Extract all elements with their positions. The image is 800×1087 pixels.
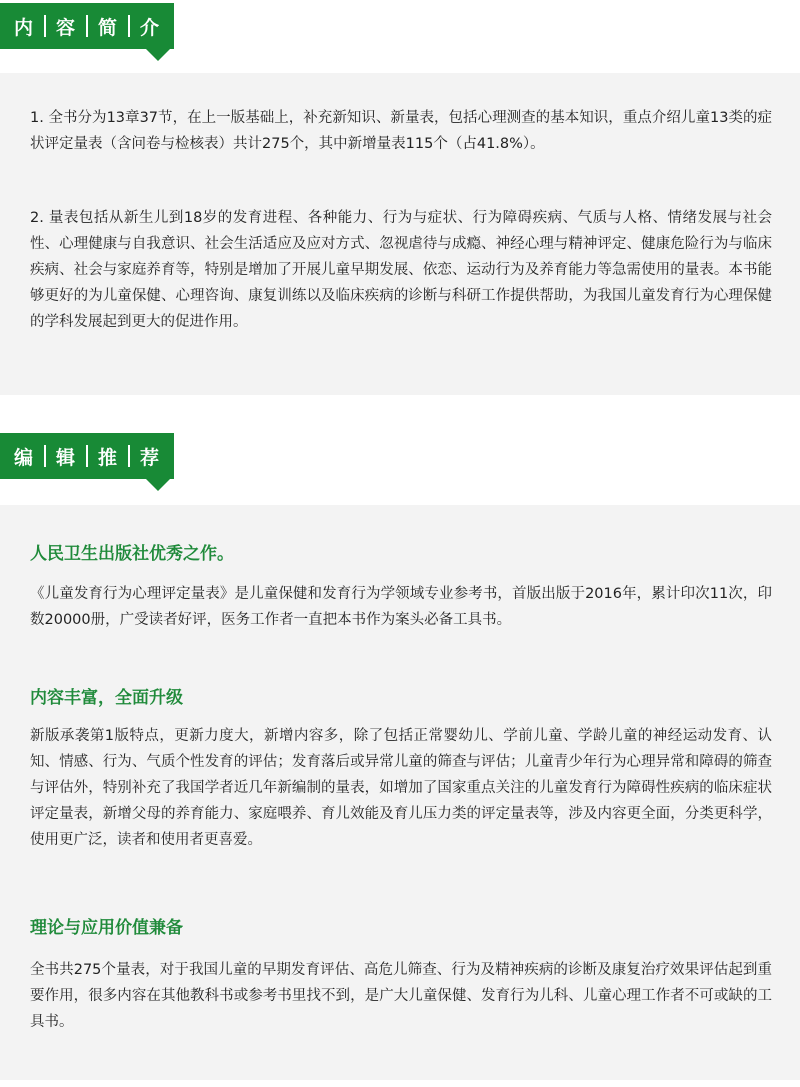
intro-panel bbox=[0, 73, 800, 395]
tag-divider bbox=[86, 15, 88, 37]
tag-char: 容 bbox=[56, 16, 77, 39]
recommend-text-3: 全书共275个量表，对于我国儿童的早期发育评估、高危儿筛查、行为及精神疾病的诊断及康复治疗效果评估起到重要作用，很多内容在其他教科书或参考书里找不到，是广大儿童保健、发育行为儿科、儿童心理工作者不可或缺的工具书。 bbox=[30, 962, 772, 1030]
recommend-heading-3: 理论与应用价值兼备 bbox=[30, 918, 183, 938]
tag-char: 介 bbox=[140, 16, 161, 39]
tag-divider bbox=[128, 15, 130, 37]
tag-divider bbox=[128, 445, 130, 467]
tag-divider bbox=[44, 15, 46, 37]
tag-char: 推 bbox=[98, 446, 119, 469]
recommend-text-1: 《儿童发育行为心理评定量表》是儿童保健和发育行为学领域专业参考书，首版出版于2016年，累计印次11次，印数20000册，广受读者好评，医务工作者一直把本书作为案头必备工具书。 bbox=[30, 586, 772, 628]
intro-paragraph-1: 1. 全书分为13章37节，在上一版基础上，补充新知识、新量表，包括心理测查的基本知识，重点介绍儿童13类的症状评定量表（含问卷与检核表）共计275个，其中新增量表115个（占41.8%）。 bbox=[30, 110, 772, 152]
tag-char: 荐 bbox=[140, 446, 161, 469]
tag-char: 简 bbox=[98, 16, 119, 39]
tag-pointer bbox=[146, 49, 170, 61]
section-tag-recommend bbox=[0, 433, 174, 479]
section-tag-intro bbox=[0, 3, 174, 49]
tag-char: 辑 bbox=[56, 446, 77, 469]
recommend-heading-1: 人民卫生出版社优秀之作。 bbox=[30, 544, 234, 564]
tag-pointer bbox=[146, 479, 170, 491]
intro-paragraph-2: 2. 量表包括从新生儿到18岁的发育进程、各种能力、行为与症状、行为障碍疾病、气质与人格、情绪发展与社会性、心理健康与自我意识、社会生活适应及应对方式、忽视虐待与成瘾、神经心理与精神评定、健康危险行为与临床疾病、社会与家庭养育等，特别是增加了开展儿童早期发展、依恋、运动行为及养育能力等急需使用的量表。本书能够更好的为儿童保健、心理咨询、康复训练以及临床疾病的诊断与科研工作提供帮助，为我国儿童发育行为心理保健的学科发展起到更大的促进作用。 bbox=[30, 210, 772, 330]
tag-divider bbox=[86, 445, 88, 467]
recommend-heading-2: 内容丰富，全面升级 bbox=[30, 688, 183, 708]
recommend-panel bbox=[0, 505, 800, 1080]
tag-char: 编 bbox=[14, 446, 35, 469]
tag-divider bbox=[44, 445, 46, 467]
tag-char: 内 bbox=[14, 16, 35, 39]
recommend-text-2: 新版承袭第1版特点，更新力度大，新增内容多，除了包括正常婴幼儿、学前儿童、学龄儿童的神经运动发育、认知、情感、行为、气质个性发育的评估；发育落后或异常儿童的筛查与评估；儿童青少年行为心理异常和障碍的筛查与评估外，特别补充了我国学者近几年新编制的量表，如增加了国家重点关注的儿童发育行为障碍性疾病的临床症状评定量表，新增父母的养育能力、家庭喂养、育儿效能及育儿压力类的评定量表等，涉及内容更全面，分类更科学，使用更广泛，读者和使用者更喜爱。 bbox=[30, 728, 772, 848]
